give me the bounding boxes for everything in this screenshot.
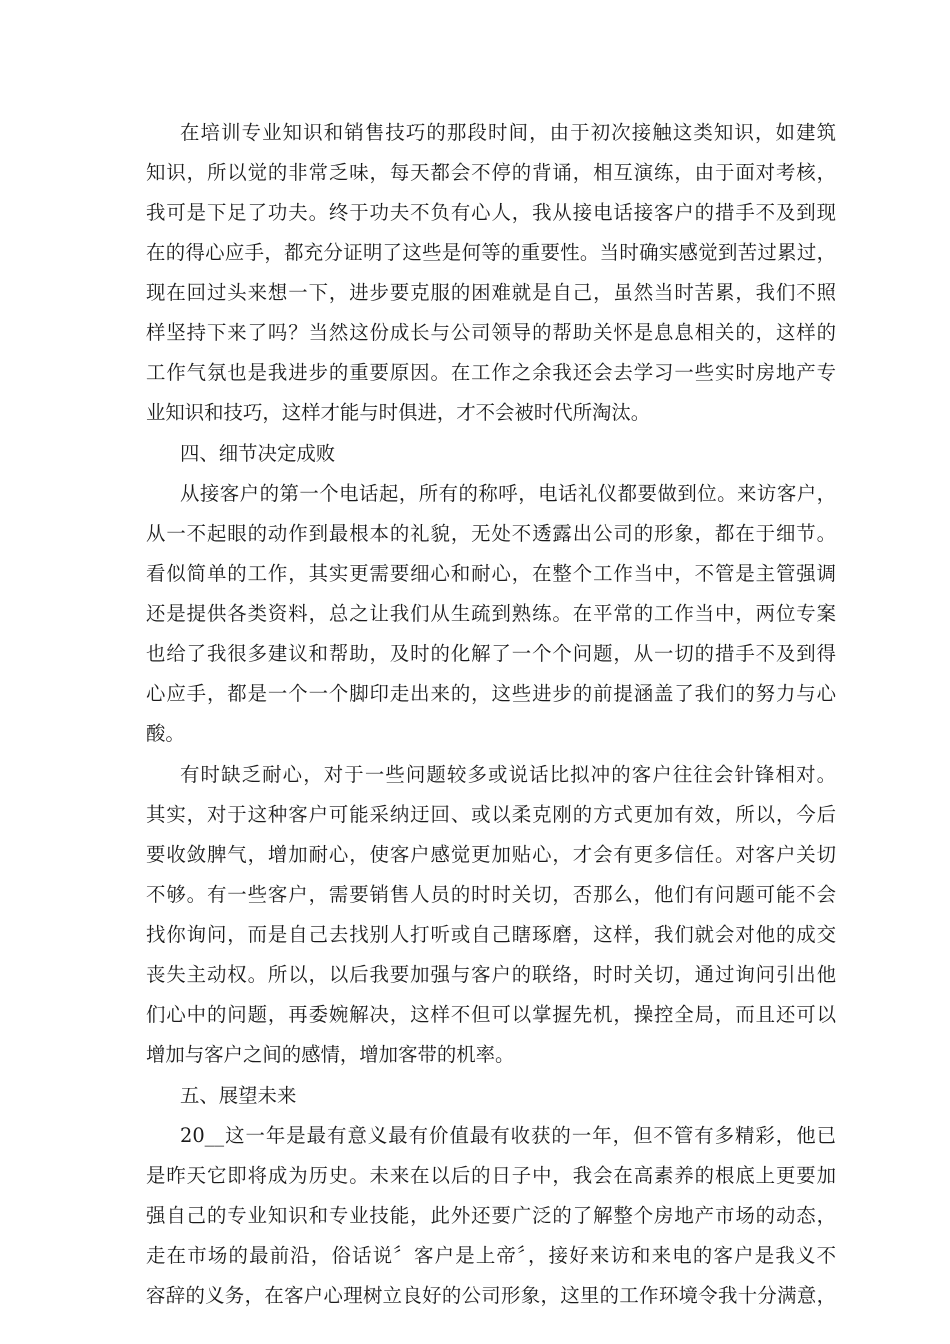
paragraph-line: 增加与客户之间的感情，增加客带的机率。 [146,1043,515,1066]
paragraph-line: 我可是下足了功夫。终于功夫不负有心人，我从接电话接客户的措手不及到现 [146,201,836,224]
paragraph-line: 看似简单的工作，其实更需要细心和耐心，在整个工作当中，不管是主管强调 [146,562,836,585]
paragraph-line: 不够。有一些客户，需要销售人员的时时关切，否那么，他们有问题可能不会 [146,883,836,906]
paragraph-line: 心应手，都是一个一个脚印走出来的，这些进步的前提涵盖了我们的努力与心 [146,682,836,705]
paragraph-line: 在的得心应手，都充分证明了这些是何等的重要性。当时确实感觉到苦过累过， [146,241,836,264]
paragraph-line: 还是提供各类资料，总之让我们从生疏到熟练。在平常的工作当中，两位专案 [146,602,836,625]
paragraph-line: 从一不起眼的动作到最根本的礼貌，无处不透露出公司的形象，都在于细节。 [146,522,836,545]
paragraph-line: 知识，所以觉的非常乏味，每天都会不停的背诵，相互演练，由于面对考核， [146,161,836,184]
paragraph-line: 丧失主动权。所以，以后我要加强与客户的联络，时时关切，通过询问引出他 [146,963,836,986]
paragraph-line: 20__这一年是最有意义最有价值最有收获的一年，但不管有多精彩，他已 [180,1124,836,1147]
paragraph-line: 现在回过头来想一下，进步要克服的困难就是自己，虽然当时苦累，我们不照 [146,281,836,304]
paragraph-line: 也给了我很多建议和帮助，及时的化解了一个个问题，从一切的措手不及到得 [146,642,836,665]
section-heading: 四、细节决定成败 [180,442,336,465]
paragraph-line: 从接客户的第一个电话起，所有的称呼，电话礼仪都要做到位。来访客户， [180,482,836,505]
paragraph-line: 工作气氛也是我进步的重要原因。在工作之余我还会去学习一些实时房地产专 [146,361,836,384]
paragraph-line: 要收敛脾气，增加耐心，使客户感觉更加贴心，才会有更多信任。对客户关切 [146,843,836,866]
paragraph-line: 们心中的问题，再委婉解决，这样不但可以掌握先机，操控全局，而且还可以 [146,1003,836,1026]
paragraph-line: 在培训专业知识和销售技巧的那段时间，由于初次接触这类知识，如建筑 [180,121,836,144]
section-heading: 五、展望未来 [180,1084,297,1107]
paragraph-line: 业知识和技巧，这样才能与时俱进，才不会被时代所淘汰。 [146,401,651,424]
paragraph-line: 样坚持下来了吗？当然这份成长与公司领导的帮助关怀是息息相关的，这样的 [146,321,836,344]
paragraph-line: 酸。 [146,722,185,745]
paragraph-line: 强自己的专业知识和专业技能，此外还要广泛的了解整个房地产市场的动态， [146,1204,836,1227]
paragraph-line: 有时缺乏耐心，对于一些问题较多或说话比拟冲的客户往往会针锋相对。 [180,763,836,786]
paragraph-line: 找你询问，而是自己去找别人打听或自己瞎琢磨，这样，我们就会对他的成交 [146,923,836,946]
paragraph-line: 走在市场的最前沿，俗话说〞客户是上帝〞，接好来访和来电的客户是我义不 [146,1244,836,1267]
paragraph-line: 是昨天它即将成为历史。未来在以后的日子中，我会在高素养的根底上更要加 [146,1164,836,1187]
paragraph-line: 其实，对于这种客户可能采纳迂回、或以柔克刚的方式更加有效，所以，今后 [146,803,836,826]
paragraph-line: 容辞的义务，在客户心理树立良好的公司形象，这里的工作环境令我十分满意， [146,1284,836,1307]
